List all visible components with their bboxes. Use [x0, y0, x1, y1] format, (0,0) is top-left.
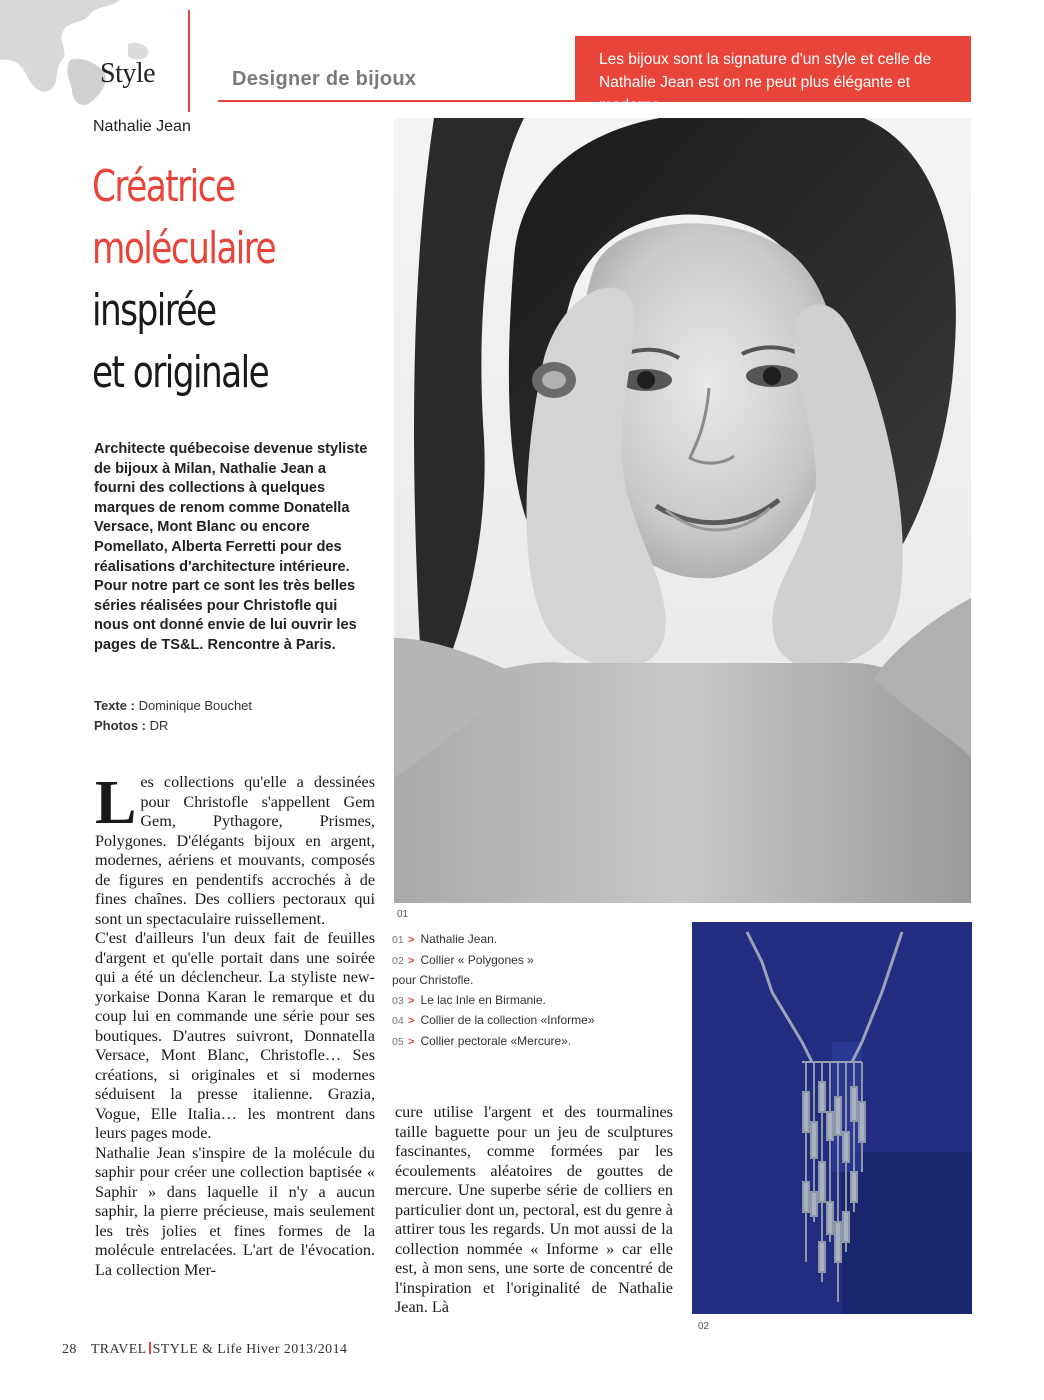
horizontal-rule [218, 100, 578, 102]
headline-line: Créatrice [92, 161, 235, 212]
caption-list [392, 930, 595, 1053]
body-paragraph: es collections qu'elle a dessinées pour Christofle s'appellent Gem Gem, Pythagore, Prismes, Polygones. D'élégants bijoux en argent, modernes, aériens et mouvants, composés de figures en pendentifs accrochés à de fines chaînes. Des colliers pectoraux qui sont un spectaculaire ruissellement. [95, 773, 375, 928]
section-label: Style [100, 58, 156, 89]
credits [94, 696, 252, 736]
caption-number: 02 [392, 954, 404, 967]
body-column-1 [95, 769, 375, 1280]
lead-paragraph: Architecte québecoise devenue styliste de bijoux à Milan, Nathalie Jean a fourni des collections à quelques marques de renom comme Donatella Versace, Mont Blanc ou encore Pomellato, Alberta Ferretti pour des réalisations d'architecture intérieure. Pour notre part ce sont les très belles séries réalisées pour Christofle qui nous ont donné envie de lui ouvrir les pages de TS&L. Rencontre à Paris. [94, 441, 368, 653]
page-footer [62, 1342, 347, 1358]
vertical-rule [188, 10, 190, 112]
callout-box [575, 36, 971, 114]
caption-item: 01 > Nathalie Jean. [392, 930, 595, 951]
portrait-photo [394, 118, 971, 903]
callout-text: Les bijoux sont la signature d'un style et celle de Nathalie Jean est on ne peut plus élégante et moderne. [599, 51, 932, 114]
credit-text-value: Dominique Bouchet [138, 698, 253, 713]
credit-photo-value: DR [149, 718, 169, 733]
headline-line: et originale [92, 347, 269, 398]
separator [149, 1342, 151, 1354]
credit-text-label: Texte : [94, 698, 135, 713]
caption-text: Collier pectorale «Mercure». [420, 1033, 572, 1048]
credit-photo-label: Photos : [94, 718, 146, 733]
world-map-decoration [0, 0, 190, 110]
caption-item: 04 > Collier de la collection «Informe» [392, 1011, 595, 1032]
magazine-name-part: & Life [202, 1342, 243, 1357]
headline-line: moléculaire [92, 223, 276, 274]
headline-red [92, 156, 275, 280]
issue-date: Hiver 2013/2014 [246, 1342, 348, 1357]
headline-line: inspirée [92, 285, 216, 336]
caption-number: 04 [392, 1015, 404, 1028]
magazine-name-part: STYLE [152, 1342, 199, 1357]
caption-number: 03 [392, 994, 404, 1007]
caption-continuation: pour Christofle. [392, 973, 474, 988]
body-paragraph: C'est d'ailleurs l'un deux fait de feuilles d'argent et qu'elle portait dans une soirée qui a été un déclencheur. La styliste new-yorkaise Donna Karan le remarque et du coup lui en commande une série pour ses boutiques. D'autres suivront, Donnatella Versace, Mont Blanc, Christofle… Ses créations, si originales et si modernes séduisent la presse italienne. Grazia, Vogue, Elle Italia… les montrent dans leurs pages mode. [95, 929, 375, 1142]
drop-cap: L [95, 769, 137, 837]
caption-item: 02 > Collier « Polygones » [392, 951, 595, 972]
author-name: Nathalie Jean [93, 118, 191, 135]
body-paragraph: Nathalie Jean s'inspire de la molécule du saphir pour créer une collection baptisée « Saphir » dans laquelle il n'y a aucun saphir, la pierre précieuse, mais seulement les très jolies et fines formes de la molécule entrelacées. L'art de l'évocation. La collection Mer- [95, 1143, 375, 1279]
body-column-2 [395, 1103, 673, 1318]
necklace-photo [692, 922, 972, 1314]
kicker: Designer de bijoux [232, 68, 417, 90]
caption-text: Nathalie Jean. [420, 932, 498, 946]
body-paragraph: cure utilise l'argent et des tourmalines taille baguette pour un jeu de sculptures fascinantes, comme formées par les écoulements aléatoires de gouttes de mercure. Une superbe série de colliers en particulier dont un, pectoral, est du genre à attirer tous les regards. Un mot aussi de la collection nommée « Informe » car elle est, à mon sens, une sorte de concentré de l'inspiration et l'originalité de Nathalie Jean. Là [395, 1103, 673, 1316]
caption-number: 01 [392, 934, 404, 946]
photo-label: 02 [698, 1321, 710, 1332]
caption-text: Le lac Inle en Birmanie. [420, 992, 546, 1007]
caption-text: Collier de la collection «Informe» [420, 1013, 595, 1028]
caption-text: Collier « Polygones » [420, 952, 534, 967]
headline-black [92, 280, 268, 404]
caption-number: 05 [392, 1035, 404, 1048]
page-number: 28 [62, 1342, 77, 1357]
magazine-name-part: TRAVEL [90, 1342, 147, 1357]
caption-item: 03 > Le lac Inle en Birmanie. [392, 991, 595, 1012]
photo-label: 01 [397, 909, 409, 920]
caption-item: 05 > Collier pectorale «Mercure». [392, 1032, 595, 1053]
